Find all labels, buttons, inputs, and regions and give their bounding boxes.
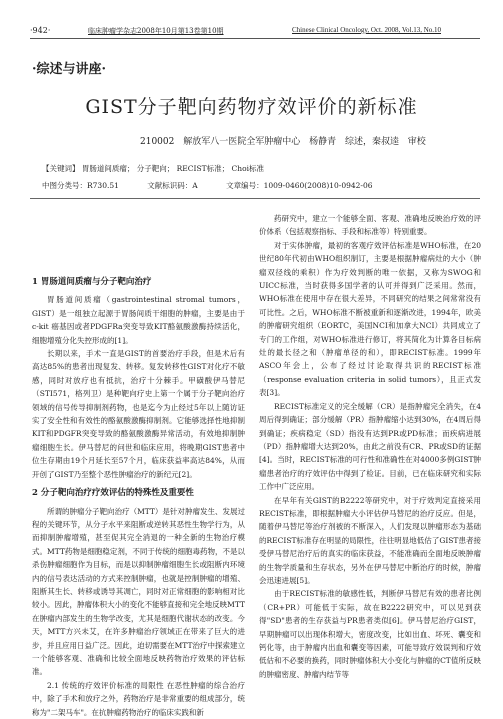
paragraph: 药研究中，建立一个能够全面、客观、准确地反映治疗效的评价体系（包括观察指标、手段和标准等）特别重要。 xyxy=(259,214,481,237)
journal-name-cn: 临床肿瘤学杂志2008年10月第13卷第10期 xyxy=(88,27,224,35)
document-code: 文献标识码：A xyxy=(147,181,198,190)
author-line: 210002 解放军八一医院全军肿瘤中心 杨静青 综述，秦叔逵 审校 xyxy=(140,137,426,147)
paragraph: RECIST标准定义的完全缓解（CR）是指肿瘤完全消失，在4周后得到确证；部分缓解（PR）指肿瘤缩小达到30%，在4周后得到确证；疾病稳定（SD）指没有达到PR或PD标准；而疾病进展（PD）指肿瘤增大达到20%，由此之前没有CR、PR或SD的证据[4]。当时，RECIST标准的可行性和准确性在对4000多例GIST肿瘤患者治疗的疗效评估中得到了检证。目前，已在临床研究和实际工作中广泛应用。 xyxy=(259,401,481,492)
header-rule xyxy=(30,38,480,39)
paragraph: 长期以来，手术一直是GIST的首要治疗手段，但是术后有高达85%的患者出现复发、转移。复发转移性GIST对化疗不敏感，同时对放疗也有抵抗，治疗十分棘手。甲磺酸伊马替尼（STI571，格列卫）是种靶向疗史上第一个属于分子靶向治疗领域的信号传导抑制剂药物，也是迄今为止经过5年以上随访证实了安全性和有效性的酪氨酸激酶抑制剂。它能够选择性地抑制KIT和PDGFR突变导致的酪氨酸激酶异常活动，有效地抑制肿瘤细胞生长。伊马替尼的问世和临床应用，将晚期GIST患者中位生存期由19个月延长至57个月，临床获益率高达84%，从而开创了GIST乃至整个恶性肿瘤治疗的新纪元[2]。 xyxy=(32,349,245,479)
heading-section-1: 1 胃肠道间质瘤与分子靶向治疗 xyxy=(32,277,152,287)
article-number: 文章编号：1009-0460(2008)10-0942-06 xyxy=(226,181,373,190)
paragraph: 2.1 传统的疗效评价标准的局限性 在恶性肿瘤的综合治疗中，除了手术和放疗之外，药物治疗是非常重要的组成部分，统称为"二架马车"。在抗肿瘤药物治疗的临床实践和新 xyxy=(32,680,245,717)
paragraph: 胃肠道间质瘤（gastrointestinal stromal tumors，GIST）是一组独立起源于胃肠间质干细胞的肿瘤，主要是由于c-kit 癌基因或者PDGFRa突变导致KIT酪氨酸激酶持续活化，细胞增殖分化失控形成的[1]。 xyxy=(32,295,245,345)
page-number: ·942· xyxy=(30,26,51,35)
classification-line xyxy=(42,180,398,191)
paragraph: 所谓的肿瘤分子靶向治疗（MTT）是针对肿瘤发生、发展过程的关键环节，从分子水平来阻断或逆转其恶性生物学行为，从而抑制肿瘤增殖，甚至促其完全消退的一种全新的生物治疗模式。MTT药物是细胞稳定剂，不同于传统的细胞毒药物，不是以杀伤肿瘤细胞作为目标，而是以抑制肿瘤细胞生长或阻断内环境内的信号表达活动的方式来控制肿瘤，也就是控制肿瘤的增殖、阻断其生长、转移或诱导其凋亡，同时对正常细胞的影响相对比较小。因此，肿瘤体积大小的变化不能够直接和完全地反映MTT在肿瘤内部发生的生物学改变，尤其是细胞代谢状态的改变。今天，MTT方兴未艾，在许多肿瘤治疗领域正在带来了巨大的进步，并且应用日益广泛。因此，迫切需要在MTT治疗中探索建立一个能够客观、准确和比较全面地反映药物治疗效果的评估标准。 xyxy=(32,506,245,677)
left-column xyxy=(32,270,245,719)
right-column xyxy=(259,212,481,681)
keywords: 【关键词】 胃肠道间质瘤； 分子靶向； RECIST标准； Choi标准 xyxy=(42,164,264,173)
abstract-divider xyxy=(30,198,480,199)
paragraph: 由于RECIST标准的敏感性低，判断伊马替尼有效的患者比例（CR+PR）可能低于实际，故在B2222研究中，可以见到获得"SD"患者的生存获益与PR患者类似[6]。伊马替尼治疗GIST，早期肿瘤可以出现体积增大，密度改变，比如出血、坏死、囊变和钙化等，由于肿瘤内出血和囊变等因素，可能导致疗效误判和疗效低估和不必要的换药，同时肿瘤体积大小变化与肿瘤的CT值所反映的肿瘤密度、肿瘤内结节等 xyxy=(259,589,481,679)
paragraph: 在早年有关GIST的B2222等研究中，对于疗效判定直接采用RECIST标准，即根据肿瘤大小评估伊马替尼的治疗反应。但是，随着伊马替尼等治疗剂被的不断深入，人们发现以肿瘤形态为基础的RECIST标准存在明显的局限性，往往明显地低估了GIST患者接受伊马替尼治疗后的真实的临床获益，不能准确而全面地反映肿瘤的生物学质量和生存状态，另外在伊马替尼中断治疗的时候，肿瘤会迅速进展[5]。 xyxy=(259,495,481,585)
paragraph: 对于实体肿瘤，最初的客观疗效评估标准是WHO标准，在20世纪80年代初由WHO组织制订，主要是根据肿瘤病灶的大小（肿瘤双径线的乘积）作为疗效判断的唯一依据，又称为SWOG和UICC标准，当时获得多国学者的认可并得到广泛采用。然而，WHO标准在使用中存在很大差异，不同研究的结果之间常常没有可比性。之后，WHO标准不断被重新和逐渐改进，1994年，欧美的肿瘤研究组织（EORTC，美国NCI和加拿大NCI）共同成立了专门的工作组，对WHO标准进行修订，将其简化为计算各目标病灶的最长径之和（肿瘤单径的和），即RECIST标准。1999年ASCO年会上，公布了经过讨论取得共识的RECIST标准（response evaluation criteria in solid tumors），且正式发表[3]。 xyxy=(259,240,481,398)
clc-number: 中图分类号：R730.51 xyxy=(42,181,119,190)
section-label: ·综述与讲座· xyxy=(32,62,107,77)
heading-section-2: 2 分子靶向治疗疗效评估的特殊性及重要性 xyxy=(32,488,194,499)
journal-name-en: Chinese Clinical Oncology, Oct. 2008, Vol.13, No.10 xyxy=(292,26,441,34)
article-title: GIST分子靶向药物疗效评价的新标准 xyxy=(85,96,418,118)
